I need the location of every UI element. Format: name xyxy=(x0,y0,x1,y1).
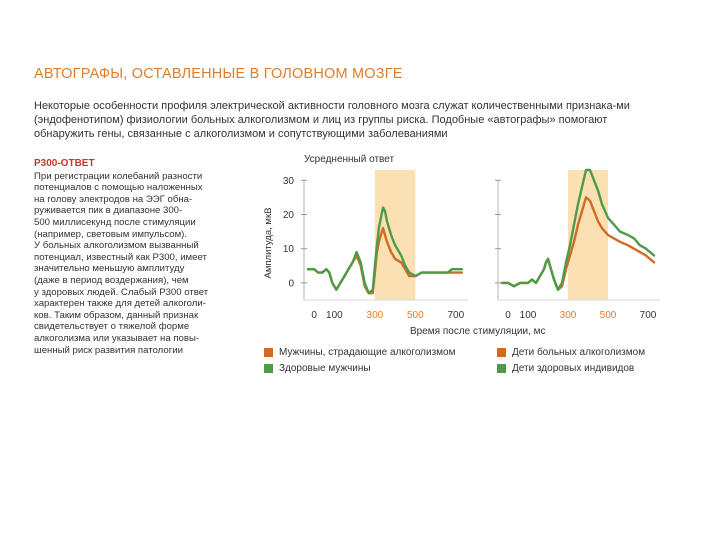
legend-swatch xyxy=(497,364,506,373)
legend-label: Мужчины, страдающие алкоголизмом xyxy=(279,347,456,358)
x-tick-label: 300 xyxy=(366,310,384,321)
x-axis-label: Время после стимуляции, мс xyxy=(410,326,546,337)
x-tick-label: 500 xyxy=(407,310,424,321)
x-tick-label: 0 xyxy=(505,310,511,321)
legend-swatch xyxy=(264,364,273,373)
x-tick-label: 700 xyxy=(639,310,657,321)
legend-label: Здоровые мужчины xyxy=(279,363,371,374)
x-tick-label: 0 xyxy=(311,310,317,321)
legend-item-healthy-children xyxy=(497,363,634,374)
page-title: АВТОГРАФЫ, ОСТАВЛЕННЫЕ В ГОЛОВНОМ МОЗГЕ xyxy=(34,66,403,82)
y-axis-label: Амплитуда, мкВ xyxy=(263,207,274,279)
y-tick-label: 10 xyxy=(282,244,294,256)
y-tick-label: 0 xyxy=(288,278,294,290)
legend-item-alc-men xyxy=(264,347,455,358)
legend-label: Дети больных алкоголизмом xyxy=(512,347,646,358)
sidebar-heading: Р300-ОТВЕТ xyxy=(34,158,95,169)
x-tick-label: 700 xyxy=(447,310,465,321)
legend-label: Дети здоровых индивидов xyxy=(512,363,635,374)
x-tick-label: 500 xyxy=(599,310,617,321)
sidebar-text: При регистрации колебаний разности потенциалов с помощью наложенных на голову электродов на ЭЭГ обна- руживается пик в диапазоне 300- 500 миллисекунд после стимуляции (например, световым импульсом). У больных алкоголизмом вызванный потенциал, известный как Р300, имеет значительно меньшую амплитуду (даже в период воздержания), чем у здоровых людей. Слабый Р300 ответ характерен также для детей алкоголи- ков. Таким образом, данный признак свидетельствует о тяжелой форме алкоголизма или указывает на повы- шенный риск развития патологии xyxy=(34,170,209,356)
x-tick-label: 100 xyxy=(326,310,343,321)
y-tick-label: 30 xyxy=(282,175,294,187)
legend-swatch xyxy=(264,348,273,357)
y-tick-label: 20 xyxy=(282,209,294,221)
chart-title: Усредненный ответ xyxy=(304,154,395,165)
intro-paragraph: Некоторые особенности профиля электрической активности головного мозга служат количественными признака-ми (эндофенотипом) физиологии больных алкоголизмом и лиц из группы риска. Подобные «автографы» помогают обнаружить гены, связанные с алкоголизмом и сопутствующими заболеваниями xyxy=(34,100,630,140)
legend-item-healthy-men xyxy=(264,363,371,374)
x-tick-label: 100 xyxy=(519,310,537,321)
x-tick-label: 300 xyxy=(559,310,577,321)
highlight-band xyxy=(568,170,608,300)
legend-item-alc-children xyxy=(497,347,645,358)
legend-swatch xyxy=(497,348,506,357)
